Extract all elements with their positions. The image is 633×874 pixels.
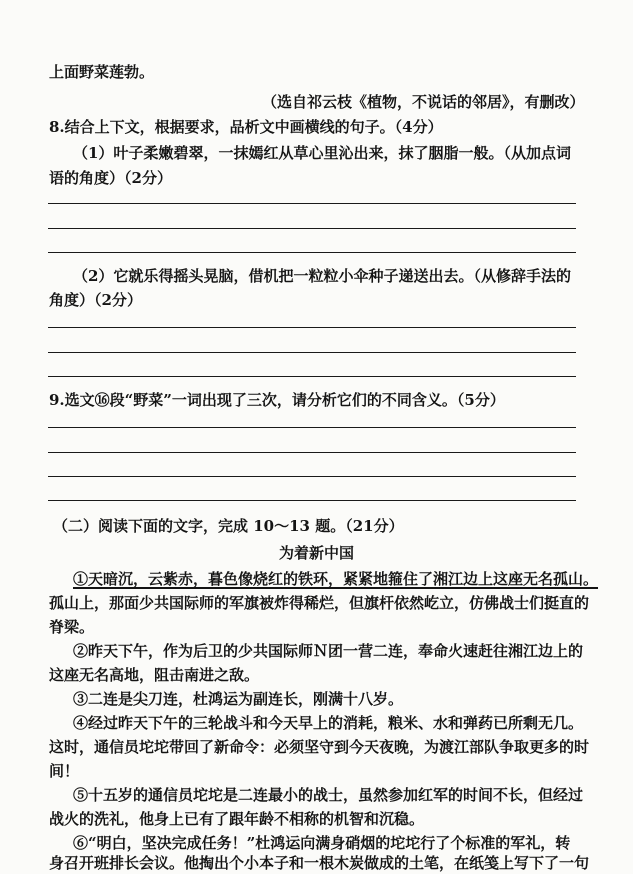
paragraph-1-line-2: 孤山上，那面少共国际师的军旗被炸得稀烂，但旗杆依然屹立，仿佛战士们挺直的 xyxy=(49,594,590,612)
paragraph-1-line-1: ①天暗沉，云紫赤，暮色像烧红的铁环，紧紧地箍住了湘江边上这座无名孤山。 xyxy=(73,570,599,588)
question-8-item-1: （1）叶子柔嫩碧翠，一抹嫣红从草心里沁出来，抹了胭脂一般。（从加点词 xyxy=(73,144,571,162)
paragraph-6-line-2: 身召开班排长会议。他掏出个小本子和一根木炭做成的土笔，在纸笺上写下了一句 xyxy=(49,854,590,872)
answer-line[interactable] xyxy=(48,252,576,253)
answer-line[interactable] xyxy=(48,352,576,353)
question-9-prompt: 9.选文⑯段“野菜”一词出现了三次，请分析它们的不同含义。（5分） xyxy=(49,391,505,409)
question-8-item-2-cont: 角度）（2分） xyxy=(49,291,142,309)
answer-line[interactable] xyxy=(48,203,576,204)
answer-line[interactable] xyxy=(48,327,576,328)
paragraph-5-line-1: ⑤十五岁的通信员坨坨是二连最小的战士，虽然参加红军的时间不长，但经过 xyxy=(73,786,584,804)
passage-closing-line: 上面野菜莲勃。 xyxy=(49,63,155,81)
paragraph-2-line-2: 这座无名高地，阻击南进之敌。 xyxy=(49,666,260,684)
answer-line[interactable] xyxy=(48,476,576,477)
paragraph-3-line-1: ③二连是尖刀连，杜鸿运为副连长，刚满十八岁。 xyxy=(73,690,404,708)
paragraph-6-line-1: ⑥“明白，坚决完成任务！”杜鸿运向满身硝烟的坨坨行了个标准的军礼，转 xyxy=(73,834,571,852)
paragraph-4-line-2: 这时，通信员坨坨带回了新命令：必须坚守到今天夜晚，为渡江部队争取更多的时 xyxy=(49,738,590,756)
source-note: （选自祁云枝《植物，不说话的邻居》，有删改） xyxy=(262,93,585,111)
paragraph-4-line-3: 间！ xyxy=(49,762,80,780)
question-8-prompt: 8.结合上下文，根据要求，品析文中画横线的句子。（4分） xyxy=(49,118,443,136)
answer-line[interactable] xyxy=(48,427,576,428)
answer-line[interactable] xyxy=(48,376,576,377)
article-title: 为着新中国 xyxy=(278,544,354,562)
answer-line[interactable] xyxy=(48,500,576,501)
paragraph-4-line-1: ④经过昨天下午的三轮战斗和今天早上的消耗，粮米、水和弹药已所剩无几。 xyxy=(73,714,584,732)
paragraph-2-line-1: ②昨天下午，作为后卫的少共国际师Ｎ团一营二连，奉命火速赶往湘江边上的 xyxy=(73,642,584,660)
question-8-item-1-cont: 语的角度）（2分） xyxy=(49,169,172,187)
paragraph-5-line-2: 战火的洗礼，他身上已有了跟年龄不相称的机智和沉稳。 xyxy=(49,810,425,828)
question-8-item-2: （2）它就乐得摇头晃脑，借机把一粒粒小伞种子递送出去。（从修辞手法的 xyxy=(73,267,571,285)
section-2-header: （二）阅读下面的文字，完成 10～13 题。（21分） xyxy=(53,517,404,535)
answer-line[interactable] xyxy=(48,452,576,453)
answer-line[interactable] xyxy=(48,228,576,229)
paragraph-1-line-3: 脊梁。 xyxy=(49,618,95,636)
